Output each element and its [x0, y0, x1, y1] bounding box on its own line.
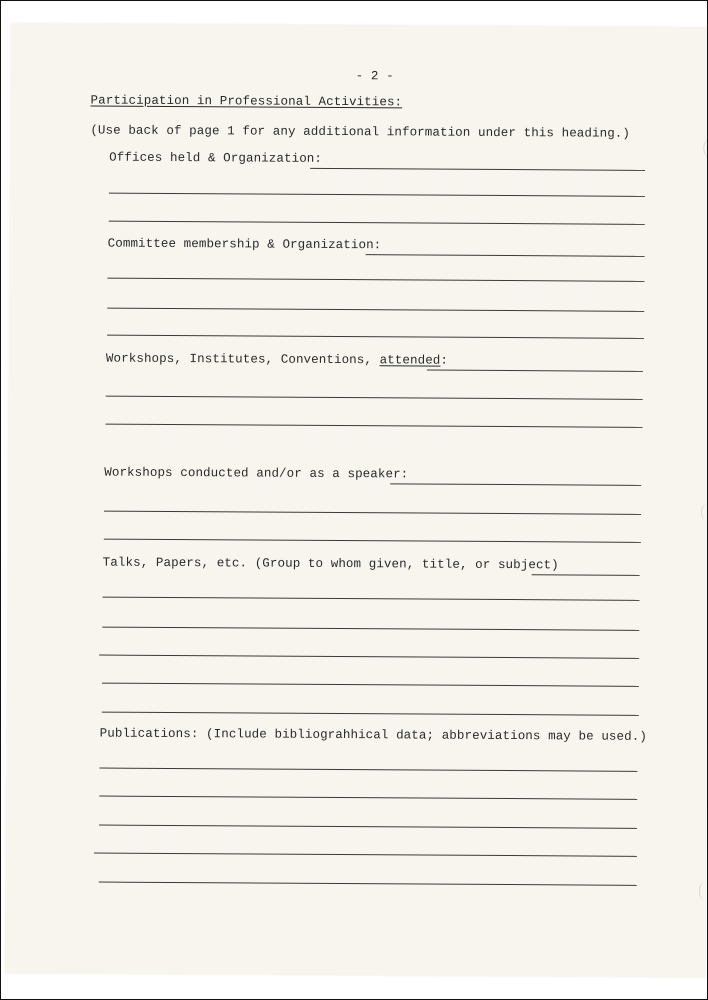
answer-line-publications-4[interactable] — [94, 853, 637, 857]
page-number: - 2 - — [355, 69, 394, 84]
section-heading: Participation in Professional Activities: — [90, 93, 403, 110]
answer-line-offices-2[interactable] — [109, 193, 645, 197]
instruction-text: (Use back of page 1 for any additional information under this heading.) — [90, 123, 631, 141]
answer-line-workshops-conducted-3[interactable] — [104, 539, 641, 543]
field-label-talks-papers: Talks, Papers, etc. (Group to whom given, title, or subject) — [102, 555, 559, 573]
answer-line-talks-5[interactable] — [102, 683, 639, 687]
answer-line-committee-3[interactable] — [107, 308, 644, 312]
punch-hole-mark-top — [703, 139, 708, 157]
answer-line-publications-5[interactable] — [99, 882, 637, 886]
answer-line-talks-4[interactable] — [99, 655, 639, 659]
answer-line-talks-6[interactable] — [102, 712, 639, 716]
field-label-offices: Offices held & Organization: — [109, 150, 323, 166]
answer-line-talks-1[interactable] — [532, 574, 640, 576]
answer-line-offices-1[interactable] — [310, 168, 645, 171]
answer-line-workshops-conducted-1[interactable] — [390, 483, 641, 486]
answer-line-workshops-conducted-2[interactable] — [104, 511, 641, 515]
form-page — [5, 23, 708, 977]
answer-line-committee-1[interactable] — [366, 254, 645, 257]
field-label-workshops-attended-suffix: : — [440, 353, 449, 368]
punch-hole-mark-middle — [701, 503, 708, 521]
field-label-workshops-attended-prefix: Workshops, Institutes, Conventions, — [105, 351, 380, 368]
answer-line-committee-4[interactable] — [107, 335, 644, 339]
answer-line-workshops-attended-2[interactable] — [106, 396, 643, 400]
answer-line-committee-2[interactable] — [107, 278, 644, 282]
answer-line-talks-3[interactable] — [102, 627, 639, 631]
field-label-workshops-attended — [106, 352, 448, 368]
field-label-committee: Committee membership & Organization: — [107, 236, 382, 253]
field-label-workshops-conducted: Workshops conducted and/or as a speaker: — [104, 465, 409, 482]
answer-line-publications-3[interactable] — [99, 825, 637, 829]
answer-line-publications-2[interactable] — [99, 796, 637, 800]
answer-line-publications-1[interactable] — [99, 768, 637, 772]
field-label-publications: Publications: (Include bibliograhhical data; abbreviations may be used.) — [99, 726, 647, 744]
answer-line-workshops-attended-3[interactable] — [106, 424, 643, 428]
field-label-attended-underlined: attended — [379, 353, 441, 368]
answer-line-workshops-attended-1[interactable] — [427, 370, 643, 372]
punch-hole-mark-bottom — [699, 882, 708, 900]
answer-line-offices-3[interactable] — [109, 221, 645, 225]
answer-line-talks-2[interactable] — [102, 597, 639, 601]
